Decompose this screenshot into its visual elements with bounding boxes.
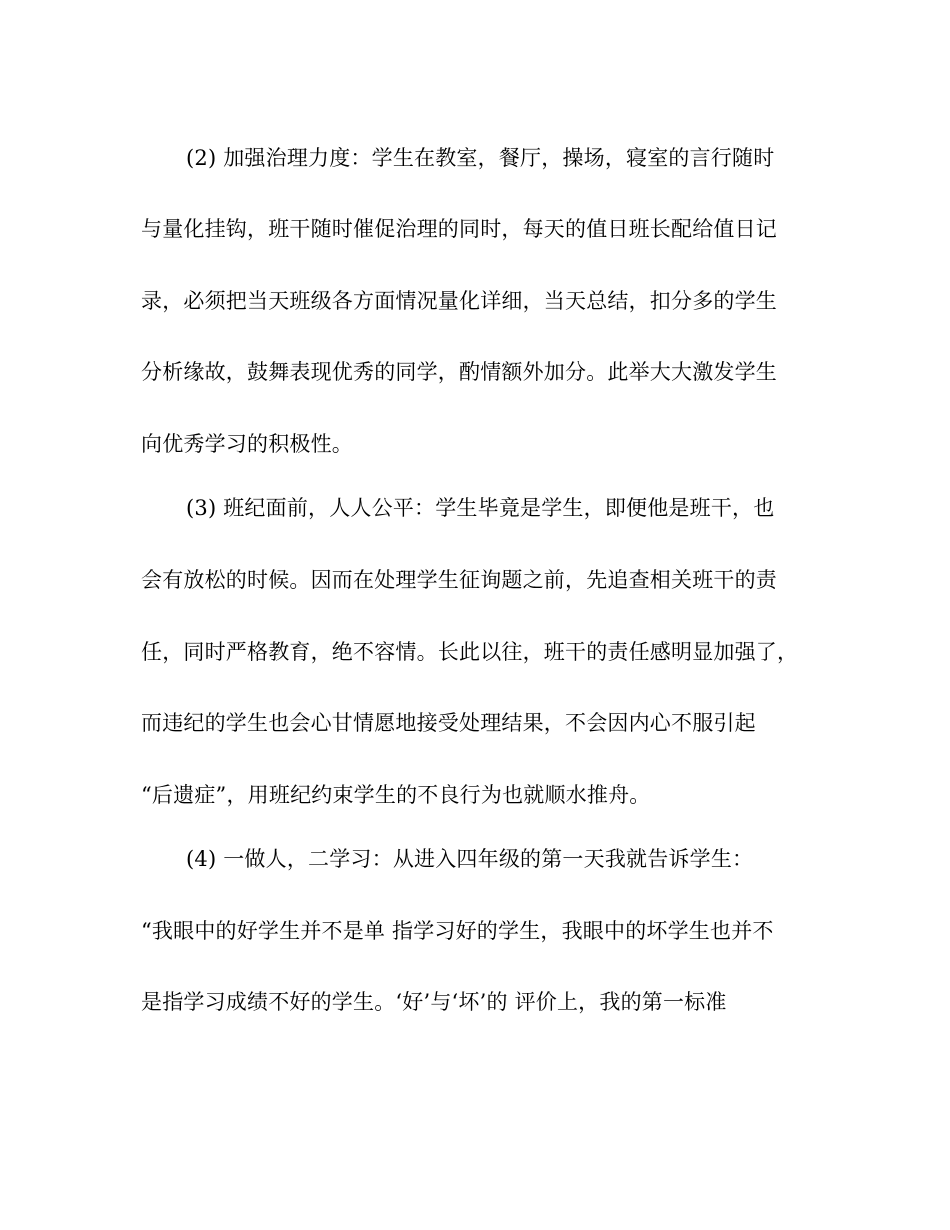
text-line: 会有放松的时候。因而在处理学生征询题之前，先追查相关班干的责: [141, 568, 777, 592]
text-line: 向优秀学习的积极性。: [141, 432, 353, 456]
text-line: 录，必须把当天班级各方面情况量化详细，当天总结，扣分多的学生: [141, 289, 777, 313]
text-line: (2) 加强治理力度：学生在教室，餐厅，操场，寝室的言行随时: [186, 146, 775, 170]
text-line: 任，同时严格教育，绝不容情。长此以往，班干的责任感明显加强了，: [141, 640, 799, 664]
text-line: (4) 一做人，二学习：从进入四年级的第一天我就告诉学生：: [186, 847, 754, 871]
text-line: 分析缘故，鼓舞表现优秀的同学，酌情额外加分。此举大大激发学生: [141, 360, 777, 384]
text-line: “后遗症”，用班纪约束学生的不良行为也就顺水推舟。: [141, 783, 651, 807]
text-line: 与量化挂钩，班干随时催促治理的同时，每天的值日班长配给值日记: [141, 217, 777, 241]
text-line: “我眼中的好学生并不是单 指学习好的学生，我眼中的坏学生也并不: [141, 919, 774, 943]
text-line: 是指学习成绩不好的学生。‘好’与‘坏’的 评价上，我的第一标准: [141, 990, 727, 1014]
text-line: (3) 班纪面前，人人公平：学生毕竟是学生，即便他是班干，也: [186, 496, 775, 520]
text-line: 而违纪的学生也会心甘情愿地接受处理结果，不会因内心不服引起: [141, 711, 756, 735]
